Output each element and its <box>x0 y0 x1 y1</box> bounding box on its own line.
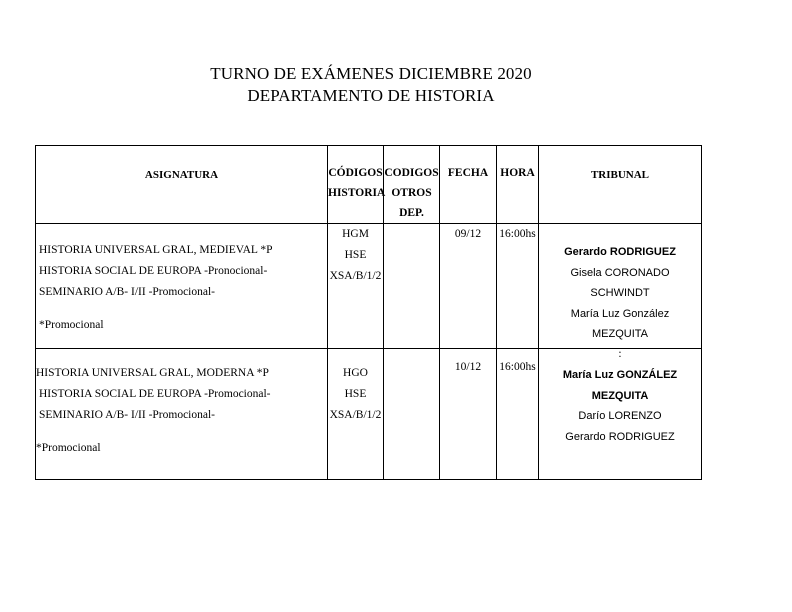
subject-line: SEMINARIO A/B- I/II -Promocional- <box>39 409 215 421</box>
subject-line: HISTORIA UNIVERSAL GRAL, MODERNA *P <box>36 367 269 379</box>
hora-cell: 16:00hs <box>497 224 539 349</box>
code-value: XSA/B/1/2 <box>329 270 382 282</box>
subject-line: HISTORIA SOCIAL DE EUROPA -Pronocional- <box>39 265 268 277</box>
tribunal-member: María Luz González <box>570 307 670 320</box>
header-codigos-historia: CÓDIGOS HISTORIA <box>328 146 384 224</box>
code-value: HGO <box>343 367 368 379</box>
code-value: XSA/B/1/2 <box>329 409 382 421</box>
hora-cell: 16:00hs <box>497 349 539 480</box>
codigos-otros-cell <box>384 349 440 480</box>
tribunal-prefix: : <box>618 348 622 360</box>
tribunal-member: Gerardo RODRIGUEZ <box>564 246 676 258</box>
tribunal-member: Gisela CORONADO <box>570 266 670 279</box>
code-value: HSE <box>344 249 367 261</box>
tribunal-member: MEZQUITA <box>591 389 649 402</box>
tribunal-member: Gerardo RODRIGUEZ <box>565 430 675 443</box>
promocional-note: *Promocional <box>36 442 101 454</box>
codigos-historia-cell <box>328 224 384 349</box>
asignatura-cell <box>36 224 328 349</box>
tribunal-member: MEZQUITA <box>591 328 648 340</box>
table-header-row <box>36 146 702 224</box>
tribunal-cell <box>539 224 702 349</box>
header-tribunal: TRIBUNAL <box>539 146 702 224</box>
tribunal-member: María Luz GONZÁLEZ <box>562 369 678 381</box>
tribunal-cell <box>539 349 702 480</box>
code-value: HGM <box>342 228 369 240</box>
subject-line: HISTORIA UNIVERSAL GRAL, MEDIEVAL *P <box>39 244 273 256</box>
tribunal-member: Darío LORENZO <box>578 410 662 422</box>
codigos-historia-cell <box>328 349 384 480</box>
header-hora: HORA <box>497 146 539 224</box>
subject-line: SEMINARIO A/B- I/II -Promocional- <box>39 286 215 298</box>
exam-schedule-table <box>35 145 702 480</box>
header-fecha: FECHA <box>440 146 497 224</box>
fecha-cell: 10/12 <box>440 349 497 480</box>
table-row <box>36 349 702 480</box>
subject-line: HISTORIA SOCIAL DE EUROPA -Promocional- <box>39 388 271 400</box>
document-title: TURNO DE EXÁMENES DICIEMBRE 2020 <box>210 64 532 83</box>
header-asignatura: ASIGNATURA <box>36 146 328 224</box>
asignatura-cell <box>36 349 328 480</box>
tribunal-member: SCHWINDT <box>590 287 650 299</box>
fecha-cell: 09/12 <box>440 224 497 349</box>
document-subtitle: DEPARTAMENTO DE HISTORIA <box>247 86 495 105</box>
promocional-note: *Promocional <box>39 319 104 331</box>
code-value: HSE <box>344 388 367 400</box>
codigos-otros-cell <box>384 224 440 349</box>
header-codigos-otros: CODIGOS OTROS DEP. <box>384 146 440 224</box>
table-row <box>36 224 702 349</box>
